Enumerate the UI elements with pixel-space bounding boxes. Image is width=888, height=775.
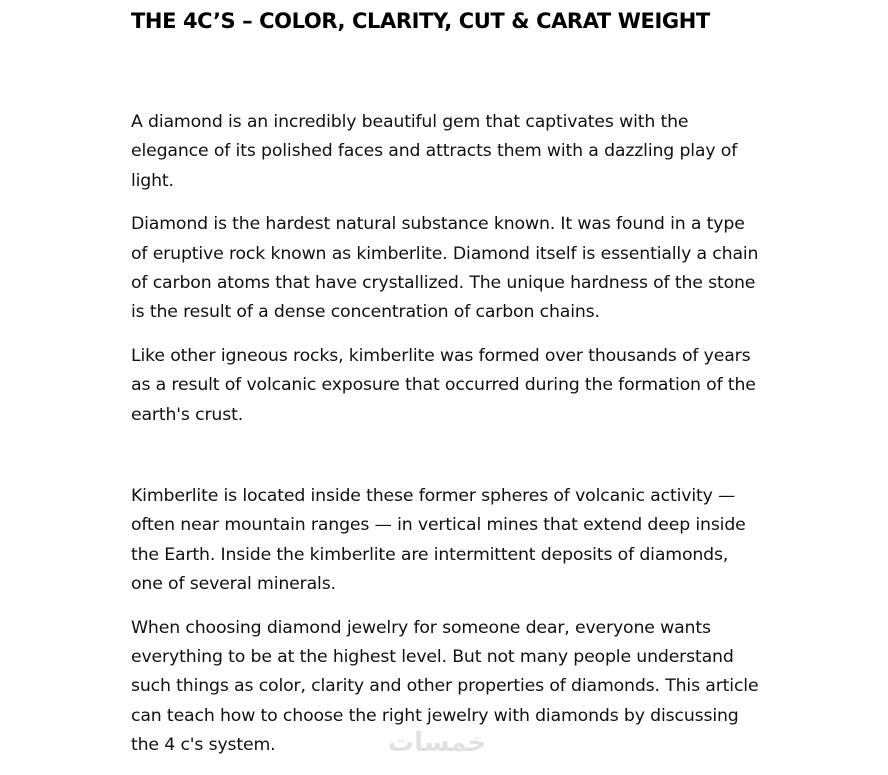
paragraph-kimberlite-location: Kimberlite is located inside these former spheres of volcanic activity — often near mountain ranges — in vertical mines that extend deep inside the Earth. Inside the kimberlite are intermittent deposits of diamonds, one of several minerals.	[131, 485, 746, 594]
watermark-logo: خمسات	[388, 728, 487, 758]
paragraph-hardness: Diamond is the hardest natural substance known. It was found in a type of eruptive rock known as kimberlite. Diamond itself is essentially a chain of carbon atoms that have crystallized. The unique hardness of the stone is the result of a dense concentration of carbon chains.	[131, 214, 759, 323]
document-body	[131, 6, 759, 760]
document-title: THE 4C’S – COLOR, CLARITY, CUT & CARAT WEIGHT	[131, 9, 710, 33]
paragraph-choosing-jewelry: When choosing diamond jewelry for someone dear, everyone wants everything to be at the highest level. But not many people understand such things as color, clarity and other properties of diamonds. This article can teach how to choose the right jewelry with diamonds by discussing the 4 c's system.	[131, 617, 759, 755]
paragraph-intro: A diamond is an incredibly beautiful gem that captivates with the elegance of its polished faces and attracts them with a dazzling play of light.	[131, 112, 738, 191]
paragraph-kimberlite-formation: Like other igneous rocks, kimberlite was formed over thousands of years as a result of volcanic exposure that occurred during the formation of the earth's crust.	[131, 346, 756, 425]
